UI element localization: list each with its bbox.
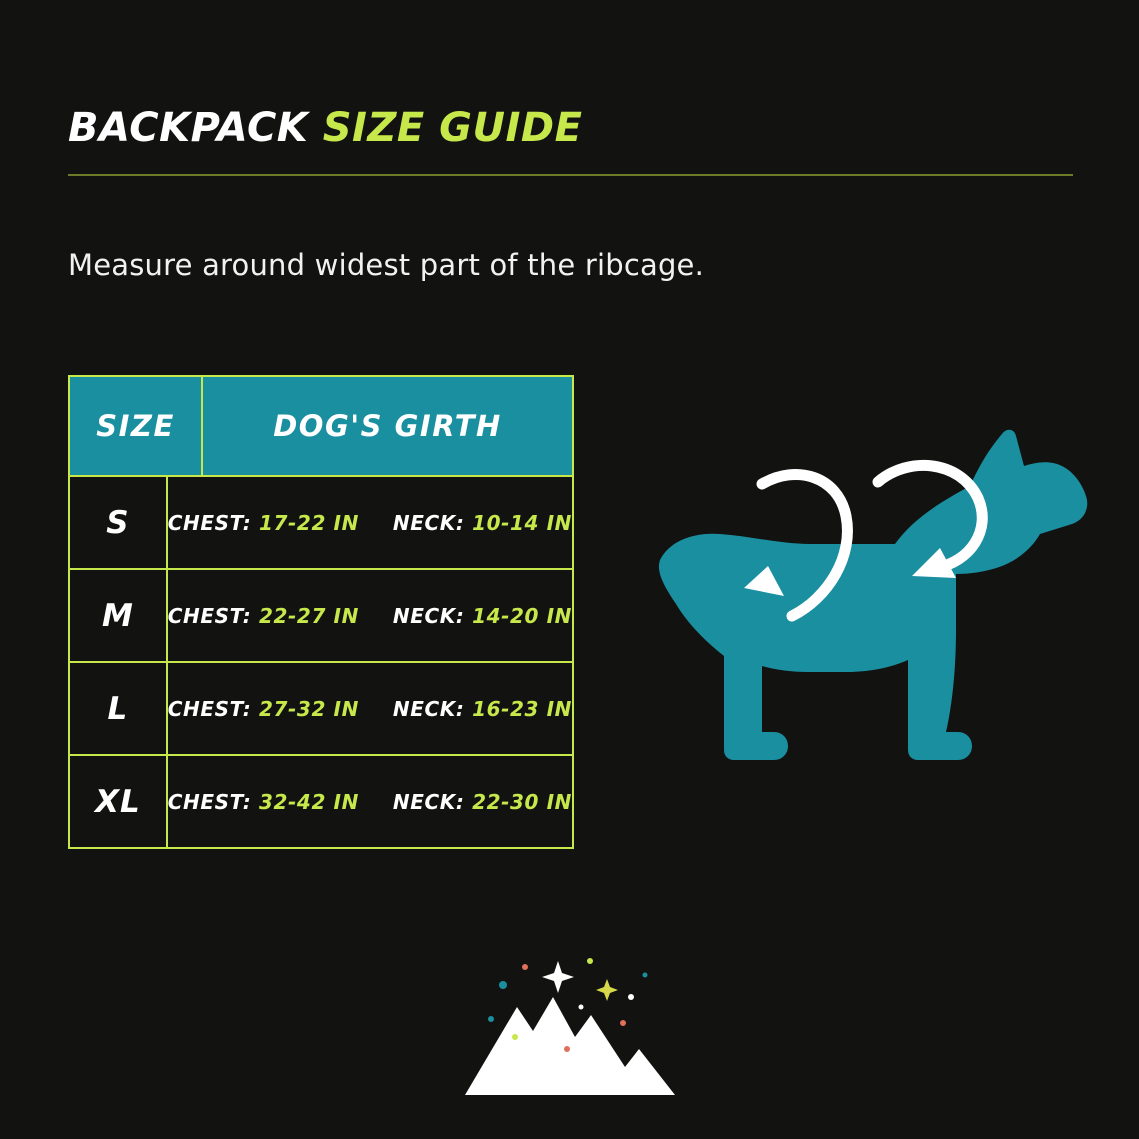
chest-value: 22-27 IN (259, 603, 359, 628)
brand-logo (455, 945, 685, 1110)
mountain-stars-logo-icon (465, 958, 675, 1095)
table-cell-girth (168, 756, 572, 847)
table-cell-size (70, 756, 168, 847)
measure-instruction: Measure around widest part of the ribcage. (68, 248, 705, 282)
page-title-primary: BACKPACK (68, 105, 309, 151)
neck-label: NECK: (392, 696, 465, 721)
table-cell-size (70, 477, 168, 568)
chest-measure (168, 790, 359, 814)
neck-measure (393, 604, 572, 628)
neck-label: NECK: (392, 603, 465, 628)
size-table (68, 375, 574, 849)
table-row (70, 570, 572, 663)
table-header-row (70, 377, 572, 477)
chest-measure (168, 604, 359, 628)
dog-illustration (640, 420, 1100, 800)
neck-label: NECK: (392, 789, 465, 814)
size-label: M (101, 597, 134, 634)
table-cell-girth (168, 663, 572, 754)
chest-value: 27-32 IN (259, 696, 359, 721)
table-cell-size (70, 570, 168, 661)
page-header (68, 105, 1073, 176)
table-cell-size (70, 663, 168, 754)
table-row (70, 663, 572, 756)
neck-label: NECK: (392, 510, 465, 535)
size-label: XL (95, 783, 141, 820)
size-label: L (107, 690, 129, 727)
table-header-girth: DOG'S GIRTH (273, 409, 502, 443)
page-title-secondary: SIZE GUIDE (322, 105, 583, 151)
table-row (70, 477, 572, 570)
chest-label: CHEST: (167, 696, 252, 721)
chest-label: CHEST: (167, 603, 252, 628)
neck-value: 10-14 IN (472, 510, 572, 535)
neck-value: 22-30 IN (472, 789, 572, 814)
chest-value: 17-22 IN (259, 510, 359, 535)
chest-value: 32-42 IN (259, 789, 359, 814)
chest-measure (168, 697, 359, 721)
chest-measure (168, 511, 359, 535)
chest-label: CHEST: (167, 789, 252, 814)
table-cell-girth (168, 477, 572, 568)
page-title (68, 105, 1073, 151)
neck-measure (393, 790, 572, 814)
table-cell-girth (168, 570, 572, 661)
chest-label: CHEST: (167, 510, 252, 535)
dog-silhouette-icon (659, 430, 1087, 760)
neck-measure (393, 697, 572, 721)
title-divider (68, 174, 1073, 176)
neck-measure (393, 511, 572, 535)
neck-value: 16-23 IN (472, 696, 572, 721)
neck-value: 14-20 IN (472, 603, 572, 628)
table-row (70, 756, 572, 847)
table-header-size: SIZE (70, 377, 203, 475)
size-label: S (106, 504, 130, 541)
